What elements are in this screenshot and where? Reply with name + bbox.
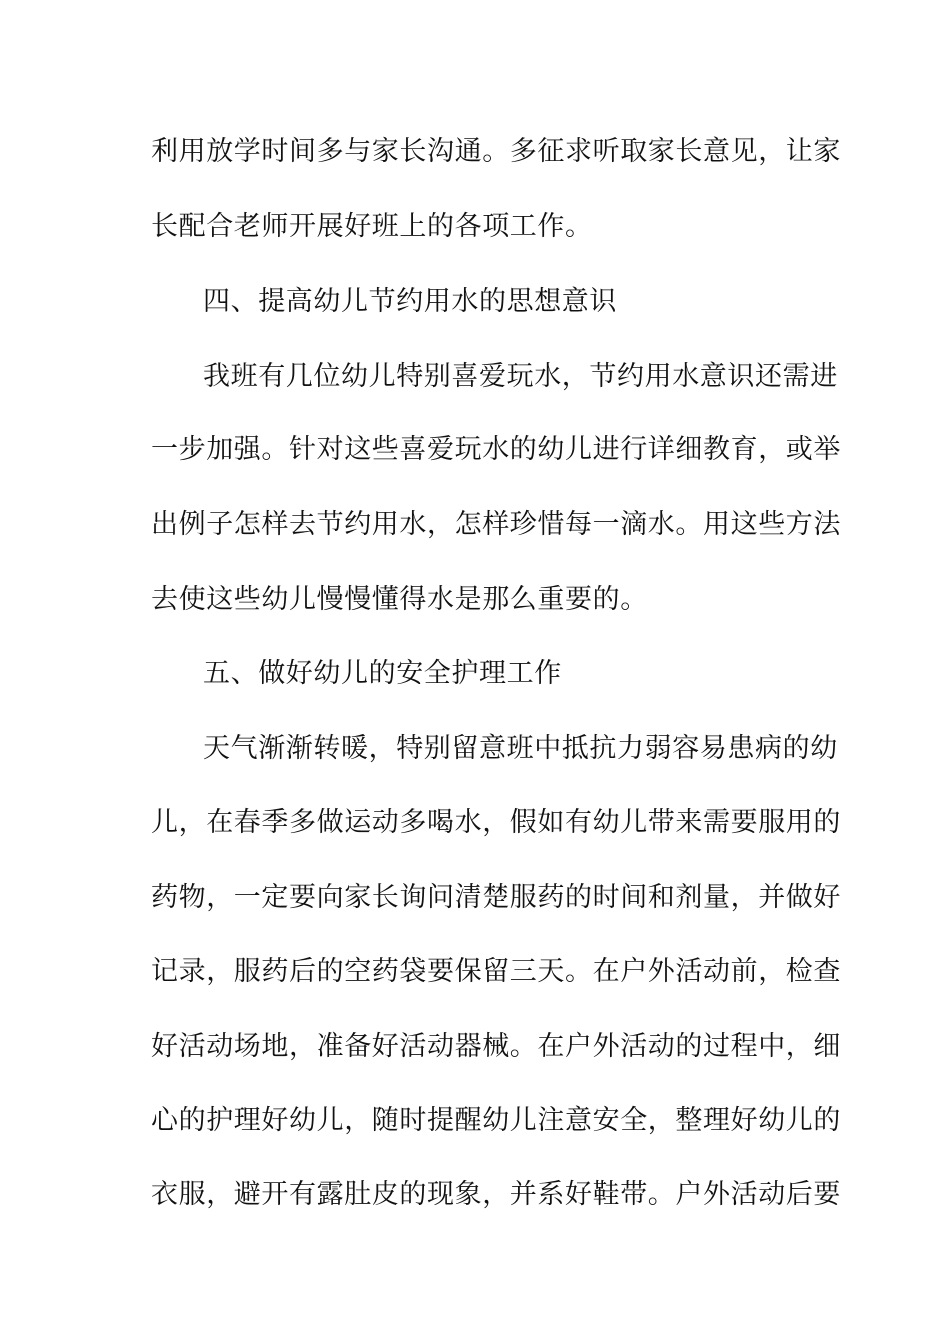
paragraph-line: 衣服，避开有露肚皮的现象，并系好鞋带。户外活动后要: [151, 1179, 841, 1210]
paragraph-line: 我班有几位幼儿特别喜爱玩水，节约用水意识还需进: [203, 361, 838, 392]
paragraph-line: 心的护理好幼儿，随时提醒幼儿注意安全，整理好幼儿的: [151, 1105, 841, 1136]
paragraph-line: 利用放学时间多与家长沟通。多征求听取家长意见，让家: [151, 136, 841, 167]
section-heading: 四、提高幼儿节约用水的思想意识: [203, 286, 617, 317]
paragraph-line: 出例子怎样去节约用水，怎样珍惜每一滴水。用这些方法: [151, 509, 841, 540]
paragraph-line: 记录，服药后的空药袋要保留三天。在户外活动前，检查: [151, 956, 841, 987]
paragraph-line: 一步加强。针对这些喜爱玩水的幼儿进行详细教育，或举: [151, 434, 841, 465]
paragraph-line: 去使这些幼儿慢慢懂得水是那么重要的。: [151, 584, 648, 615]
paragraph-line: 儿，在春季多做运动多喝水，假如有幼儿带来需要服用的: [151, 807, 841, 838]
paragraph-line: 药物，一定要向家长询问清楚服药的时间和剂量，并做好: [151, 882, 841, 913]
paragraph-line: 长配合老师开展好班上的各项工作。: [151, 211, 593, 242]
paragraph-line: 好活动场地，准备好活动器械。在户外活动的过程中，细: [151, 1031, 841, 1062]
section-heading: 五、做好幼儿的安全护理工作: [203, 658, 562, 689]
paragraph-line: 天气渐渐转暖，特别留意班中抵抗力弱容易患病的幼: [203, 733, 838, 764]
